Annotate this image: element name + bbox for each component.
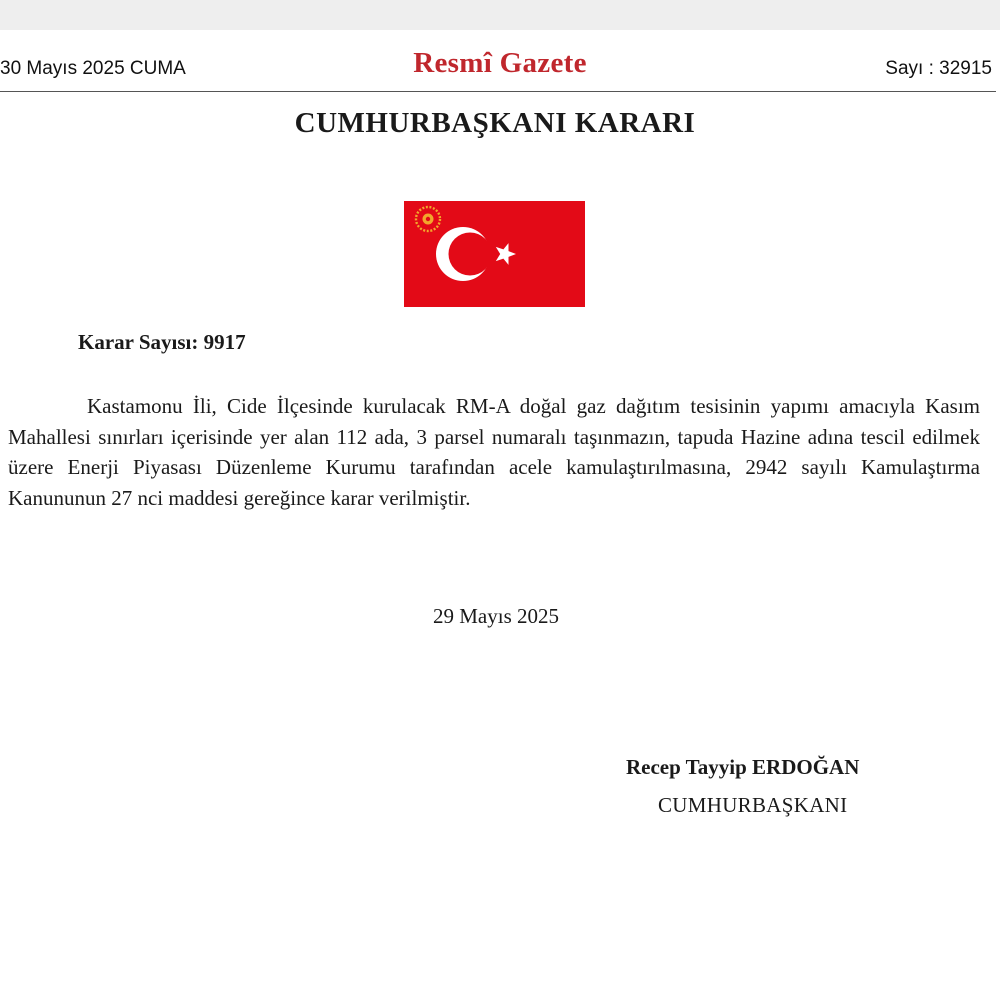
crescent-inner	[449, 233, 492, 276]
decree-body-text: Kastamonu İli, Cide İlçesinde kurulacak RM-A doğal gaz dağıtım tesisinin yapımı amacıyla Kasım Mahallesi sınırları içerisinde yer alan 112 ada, 3 parsel numaralı taşınmazın, tapuda Hazine adına tescil edilmek üzere Enerji Piyasası Düzenleme Kurumu tarafından acele kamulaştırılmasına, 2942 sayılı Kamulaştırma Kanununun 27 nci maddesi gereğince karar verilmiştir.	[8, 394, 980, 510]
signatory-name: Recep Tayyip ERDOĞAN	[626, 755, 860, 779]
seal-center	[426, 217, 430, 221]
header-divider	[0, 91, 996, 92]
turkish-flag-icon	[404, 201, 585, 307]
document-title: CUMHURBAŞKANI KARARI	[294, 107, 696, 139]
signature-date: 29 Mayıs 2025	[433, 604, 559, 628]
gazette-name: Resmî Gazete	[413, 47, 587, 79]
issue-date: 30 Mayıs 2025 CUMA	[0, 58, 186, 79]
issue-number: Sayı : 32915	[885, 58, 992, 79]
signatory-title: CUMHURBAŞKANI	[658, 793, 848, 817]
decision-number: Karar Sayısı: 9917	[78, 330, 246, 354]
top-strip	[0, 0, 1000, 30]
